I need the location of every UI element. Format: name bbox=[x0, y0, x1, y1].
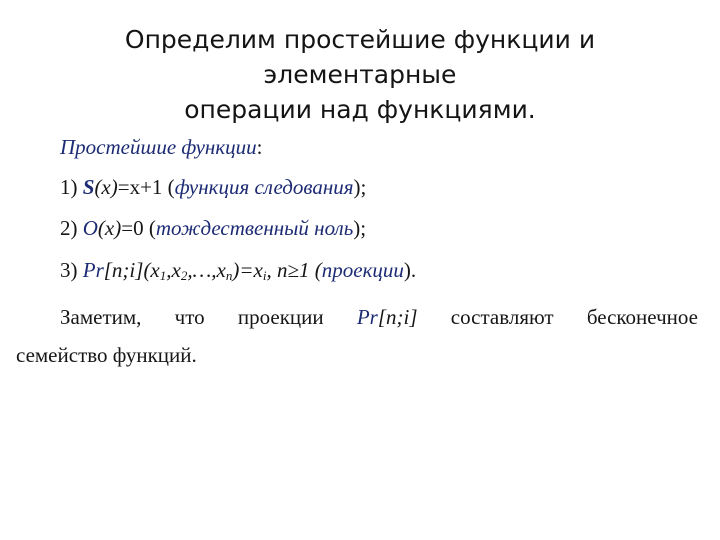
function-name: O bbox=[82, 216, 98, 240]
projection-condition: , n≥1 ( bbox=[266, 258, 322, 282]
definition-projection bbox=[60, 258, 416, 283]
section-heading-text: Простейшие функции bbox=[60, 135, 257, 159]
item-terminator: ). bbox=[403, 258, 417, 282]
function-name: S bbox=[82, 175, 95, 199]
note-projection-index: [n;i] bbox=[377, 305, 418, 329]
subscript-2: 2 bbox=[180, 268, 188, 283]
section-heading bbox=[60, 135, 263, 160]
slide-title bbox=[40, 22, 680, 127]
title-line-2: операции над функциями. bbox=[184, 95, 536, 124]
note-word: Заметим, bbox=[60, 305, 142, 329]
function-name: Pr bbox=[82, 258, 104, 282]
note-projection-symbol bbox=[357, 305, 418, 330]
projection-equals: )=x bbox=[232, 258, 263, 282]
item-number: 3) bbox=[60, 258, 78, 282]
item-number: 1) bbox=[60, 175, 78, 199]
section-heading-colon: : bbox=[256, 135, 263, 159]
subscript-n: n bbox=[225, 268, 233, 283]
title-line-1: Определим простейшие функции и элементарные bbox=[124, 25, 596, 89]
projection-index: [n;i] bbox=[103, 258, 144, 282]
note-word: бесконечное bbox=[586, 305, 698, 329]
note-function-name: Pr bbox=[356, 305, 378, 329]
note-continuation: семейство функций. bbox=[16, 343, 197, 367]
function-definition: =x+1 ( bbox=[117, 175, 175, 199]
function-definition: =0 ( bbox=[121, 216, 156, 240]
function-description: тождественный ноль bbox=[155, 216, 354, 240]
function-description: функция следования bbox=[174, 175, 354, 199]
projection-args-sep1: ,x bbox=[166, 258, 181, 282]
function-args: (x) bbox=[97, 216, 122, 240]
projection-args-open: (x bbox=[143, 258, 160, 282]
function-description: проекции bbox=[321, 258, 404, 282]
note-line bbox=[60, 305, 698, 330]
definition-zero bbox=[60, 216, 366, 241]
note-word: что bbox=[174, 305, 205, 329]
subscript-1: 1 bbox=[159, 268, 167, 283]
projection-args-sep2: ,…,x bbox=[187, 258, 226, 282]
definition-successor bbox=[60, 175, 366, 200]
function-args: (x) bbox=[94, 175, 118, 199]
item-terminator: ); bbox=[353, 175, 367, 199]
note-word: составляют bbox=[450, 305, 554, 329]
note-word: проекции bbox=[237, 305, 324, 329]
item-terminator: ); bbox=[353, 216, 367, 240]
subscript-i: i bbox=[262, 268, 267, 283]
item-number: 2) bbox=[60, 216, 78, 240]
